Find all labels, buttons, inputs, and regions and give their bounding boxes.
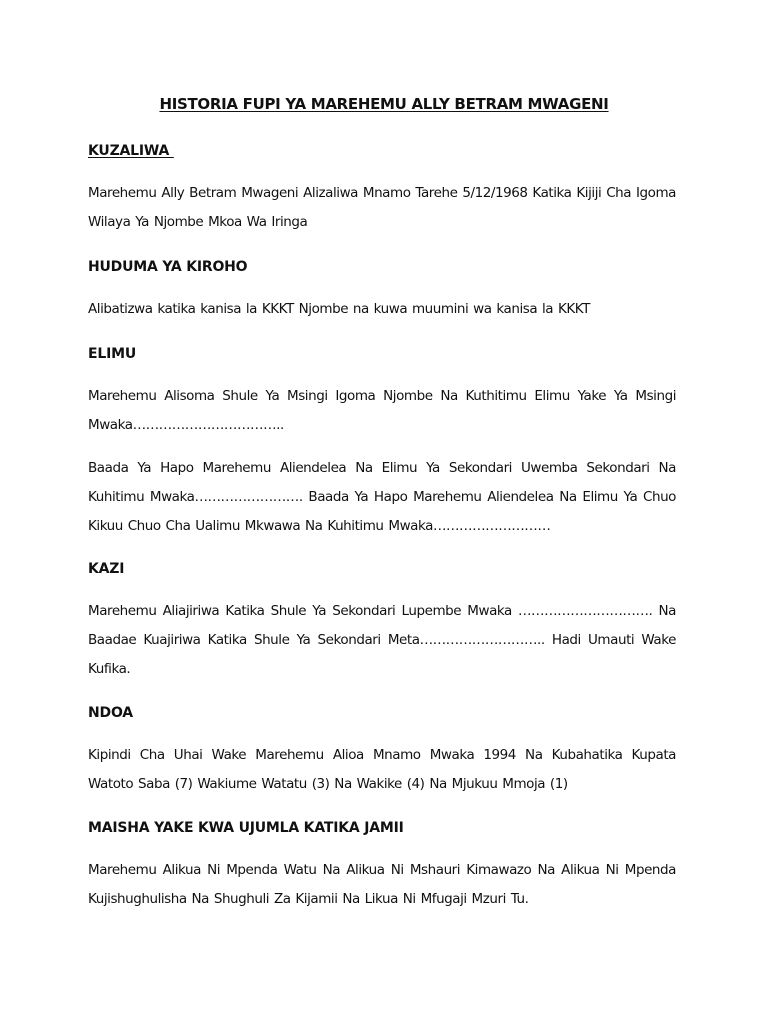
section-heading-huduma-ya-kiroho: HUDUMA YA KIROHO (88, 259, 248, 275)
section-paragraph-maisha-yake: Marehemu Alikua Ni Mpenda Watu Na Alikua Ni Mshauri Kimawazo Na Alikua Ni Mpenda Kujishughulisha Na Shughuli Za Kijamii Na Likua Ni Mfugaji Mzuri Tu. (88, 862, 676, 907)
section-paragraph-kuzaliwa: Marehemu Ally Betram Mwageni Alizaliwa Mnamo Tarehe 5/12/1968 Katika Kijiji Cha Igoma Wilaya Ya Njombe Mkoa Wa Iringa (88, 185, 676, 230)
section-paragraph-huduma-ya-kiroho: Alibatizwa katika kanisa la KKKT Njombe na kuwa muumini wa kanisa la KKKT (88, 301, 590, 317)
section-heading-kazi: KAZI (88, 561, 125, 577)
section-paragraph-ndoa: Kipindi Cha Uhai Wake Marehemu Alioa Mnamo Mwaka 1994 Na Kubahatika Kupata Watoto Saba (7) Wakiume Watatu (3) Na Wakike (4) Na Mjukuu Mmoja (1) (88, 747, 676, 792)
document-title: HISTORIA FUPI YA MAREHEMU ALLY BETRAM MWAGENI (159, 95, 609, 113)
section-heading-ndoa: NDOA (88, 705, 133, 721)
section-paragraph-elimu-1: Marehemu Alisoma Shule Ya Msingi Igoma Njombe Na Kuthitimu Elimu Yake Ya Msingi Mwaka…………………………….. (88, 388, 676, 433)
section-paragraph-kazi: Marehemu Aliajiriwa Katika Shule Ya Sekondari Lupembe Mwaka …………………………. Na Baadae Kuajiriwa Katika Shule Ya Sekondari Meta……………………….. Hadi Umauti Wake Kufika. (88, 603, 676, 677)
section-paragraph-elimu-2: Baada Ya Hapo Marehemu Aliendelea Na Elimu Ya Sekondari Uwemba Sekondari Na Kuhitimu Mwaka……………………. Baada Ya Hapo Marehemu Aliendelea Na Elimu Ya Chuo Kikuu Chuo Cha Ualimu Mkwawa Na Kuhitimu Mwaka……………………… (88, 460, 676, 534)
section-heading-elimu: ELIMU (88, 346, 136, 362)
section-heading-kuzaliwa: KUZALIWA (88, 143, 174, 159)
section-heading-maisha-yake: MAISHA YAKE KWA UJUMLA KATIKA JAMII (88, 820, 404, 836)
